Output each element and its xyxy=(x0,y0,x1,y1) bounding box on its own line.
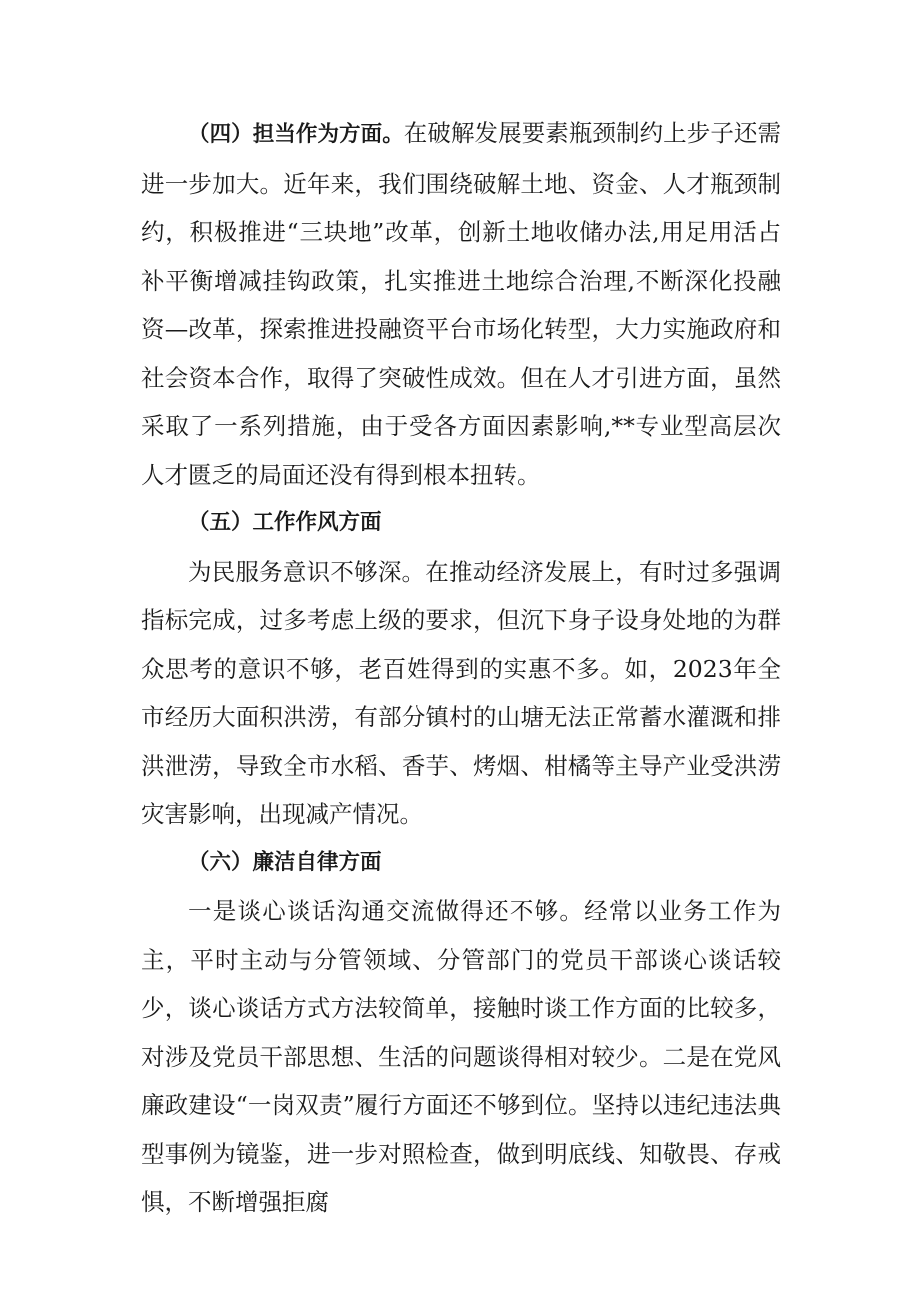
section-6-heading: （六）廉洁自律方面 xyxy=(188,849,382,875)
section-5-heading: （五）工作作风方面 xyxy=(188,510,382,535)
document-body xyxy=(141,109,781,1227)
section-6-body: 一是谈心谈话沟通交流做得还不够。经常以业务工作为主，平时主动与分管领域、分管部门的党员干部谈心谈话较少，谈心谈话方式方法较简单，接触时谈工作方面的比较多，对涉及党员干部思想、生活的问题谈得相对较少。二是在党风廉政建设“一岗双责”履行方面还不够到位。坚持以违纪违法典型事例为镜鉴，进一步对照检查，做到明底线、知敬畏、存戒惧，不断增强拒腐 xyxy=(141,897,781,1216)
section-4-lead: （四）担当作为方面。 xyxy=(188,122,404,147)
section-4-body: 在破解发展要素瓶颈制约上步子还需进一步加大。近年来，我们围绕破解土地、资金、人才瓶颈制约，积极推进“三块地”改革，创新土地收储办法,用足用活占补平衡增减挂钩政策，扎实推进土地综合治理,不断深化投融资—改革，探索推进投融资平台市场化转型，大力实施政府和社会资本合作，取得了突破性成效。但在人才引进方面，虽然采取了一系列措施，由于受各方面因素影响,**专业型高层次人才匮乏的局面还没有得到根本扭转。 xyxy=(141,119,781,489)
section-5-body: 为民服务意识不够深。在推动经济发展上，有时过多强调指标完成，过多考虑上级的要求，但沉下身子设身处地的为群众思考的意识不够，老百姓得到的实惠不多。如，2023年全市经历大面积洪涝，有部分镇村的山塘无法正常蓄水灌溉和排洪泄涝，导致全市水稻、香芋、烤烟、柑橘等主导产业受洪涝灾害影响，出现减产情况。 xyxy=(141,557,781,828)
section-4-paragraph xyxy=(141,109,781,499)
